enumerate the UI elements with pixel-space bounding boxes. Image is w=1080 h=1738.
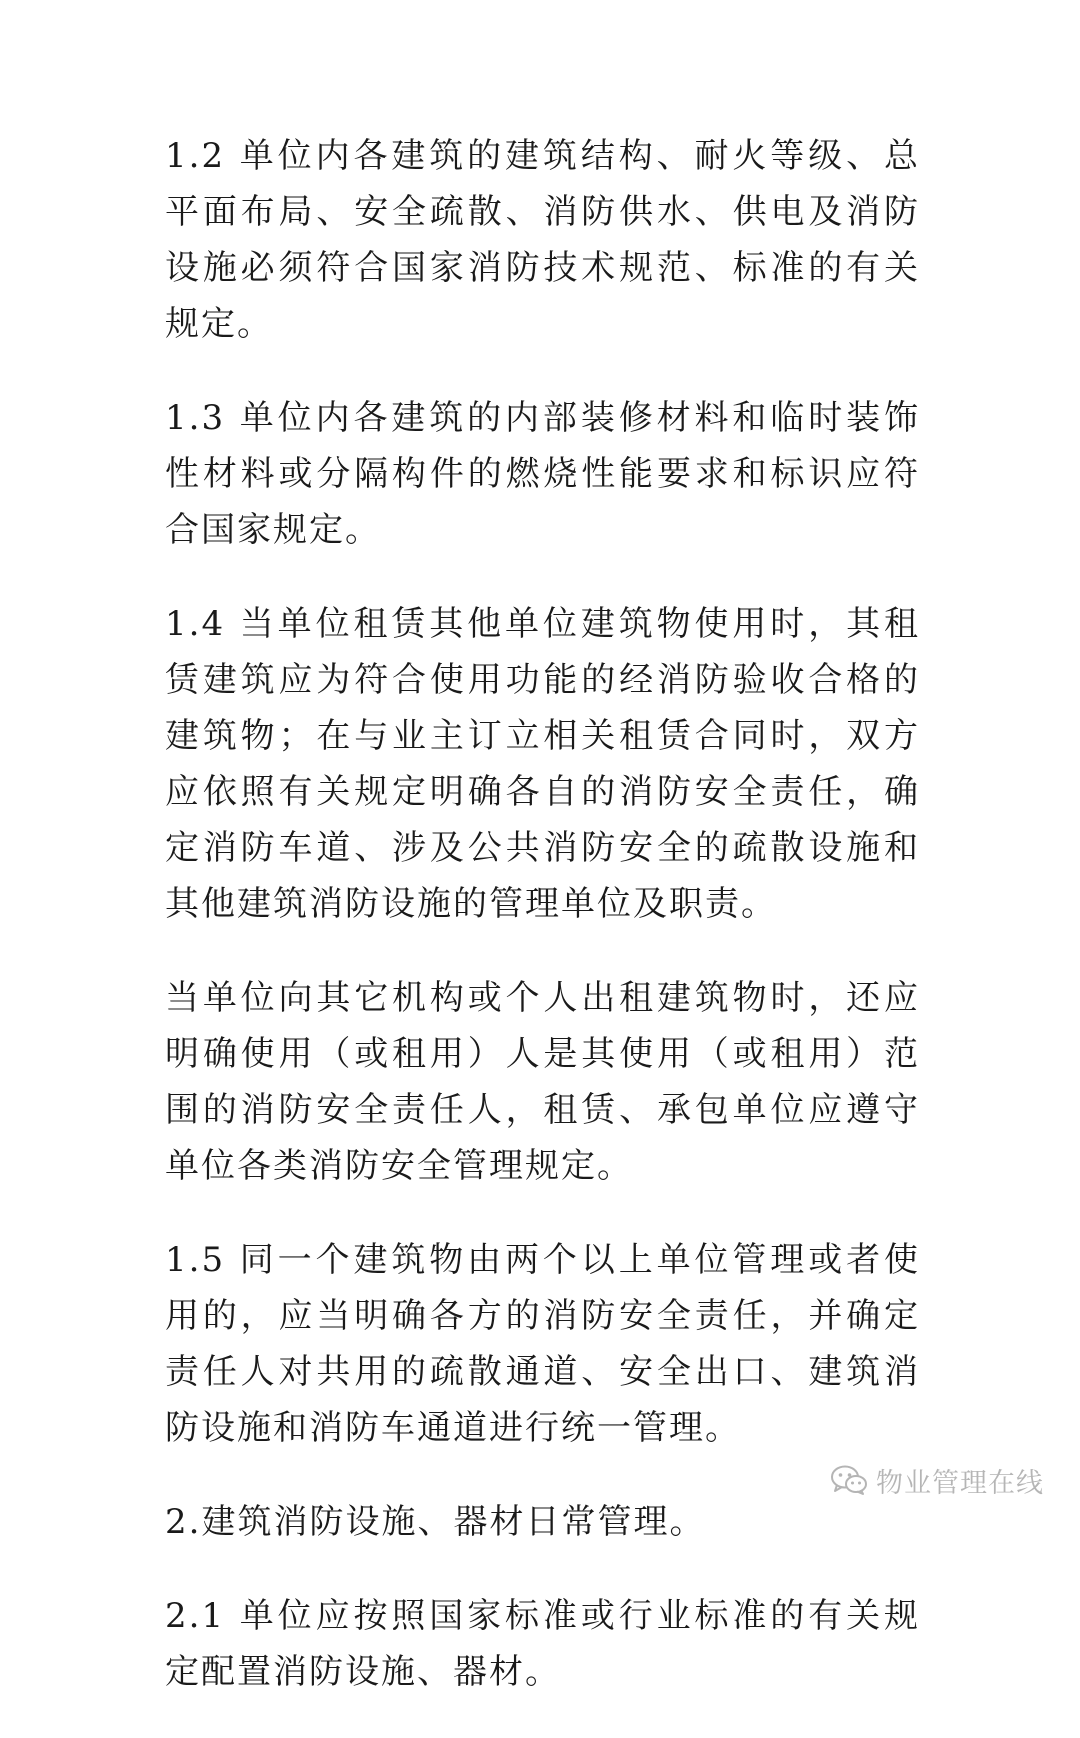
paragraph-1-2: 1.2 单位内各建筑的建筑结构、耐火等级、总平面布局、安全疏散、消防供水、供电及消防设施必须符合国家消防技术规范、标准的有关规定。 bbox=[165, 136, 920, 344]
paragraph-1-3: 1.3 单位内各建筑的内部装修材料和临时装饰性材料或分隔构件的燃烧性能要求和标识应符合国家规定。 bbox=[165, 398, 920, 550]
watermark bbox=[830, 1458, 1044, 1502]
paragraph-lease-out: 当单位向其它机构或个人出租建筑物时，还应明确使用（或租用）人是其使用（或租用）范围的消防安全责任人，租赁、承包单位应遵守单位各类消防安全管理规定。 bbox=[165, 978, 920, 1186]
paragraph-1-5: 1.5 同一个建筑物由两个以上单位管理或者使用的，应当明确各方的消防安全责任，并确定责任人对共用的疏散通道、安全出口、建筑消防设施和消防车通道进行统一管理。 bbox=[165, 1240, 920, 1448]
paragraph-2-1: 2.1 单位应按照国家标准或行业标准的有关规定配置消防设施、器材。 bbox=[165, 1596, 920, 1692]
paragraph-1-4: 1.4 当单位租赁其他单位建筑物使用时，其租赁建筑应为符合使用功能的经消防验收合格的建筑物；在与业主订立相关租赁合同时，双方应依照有关规定明确各自的消防安全责任，确定消防车道、涉及公共消防安全的疏散设施和其他建筑消防设施的管理单位及职责。 bbox=[165, 604, 920, 924]
wechat-icon bbox=[830, 1464, 868, 1496]
document-body bbox=[165, 128, 920, 1738]
watermark-text: 物业管理在线 bbox=[876, 1467, 1044, 1499]
paragraph-2-heading: 2.建筑消防设施、器材日常管理。 bbox=[165, 1502, 706, 1542]
